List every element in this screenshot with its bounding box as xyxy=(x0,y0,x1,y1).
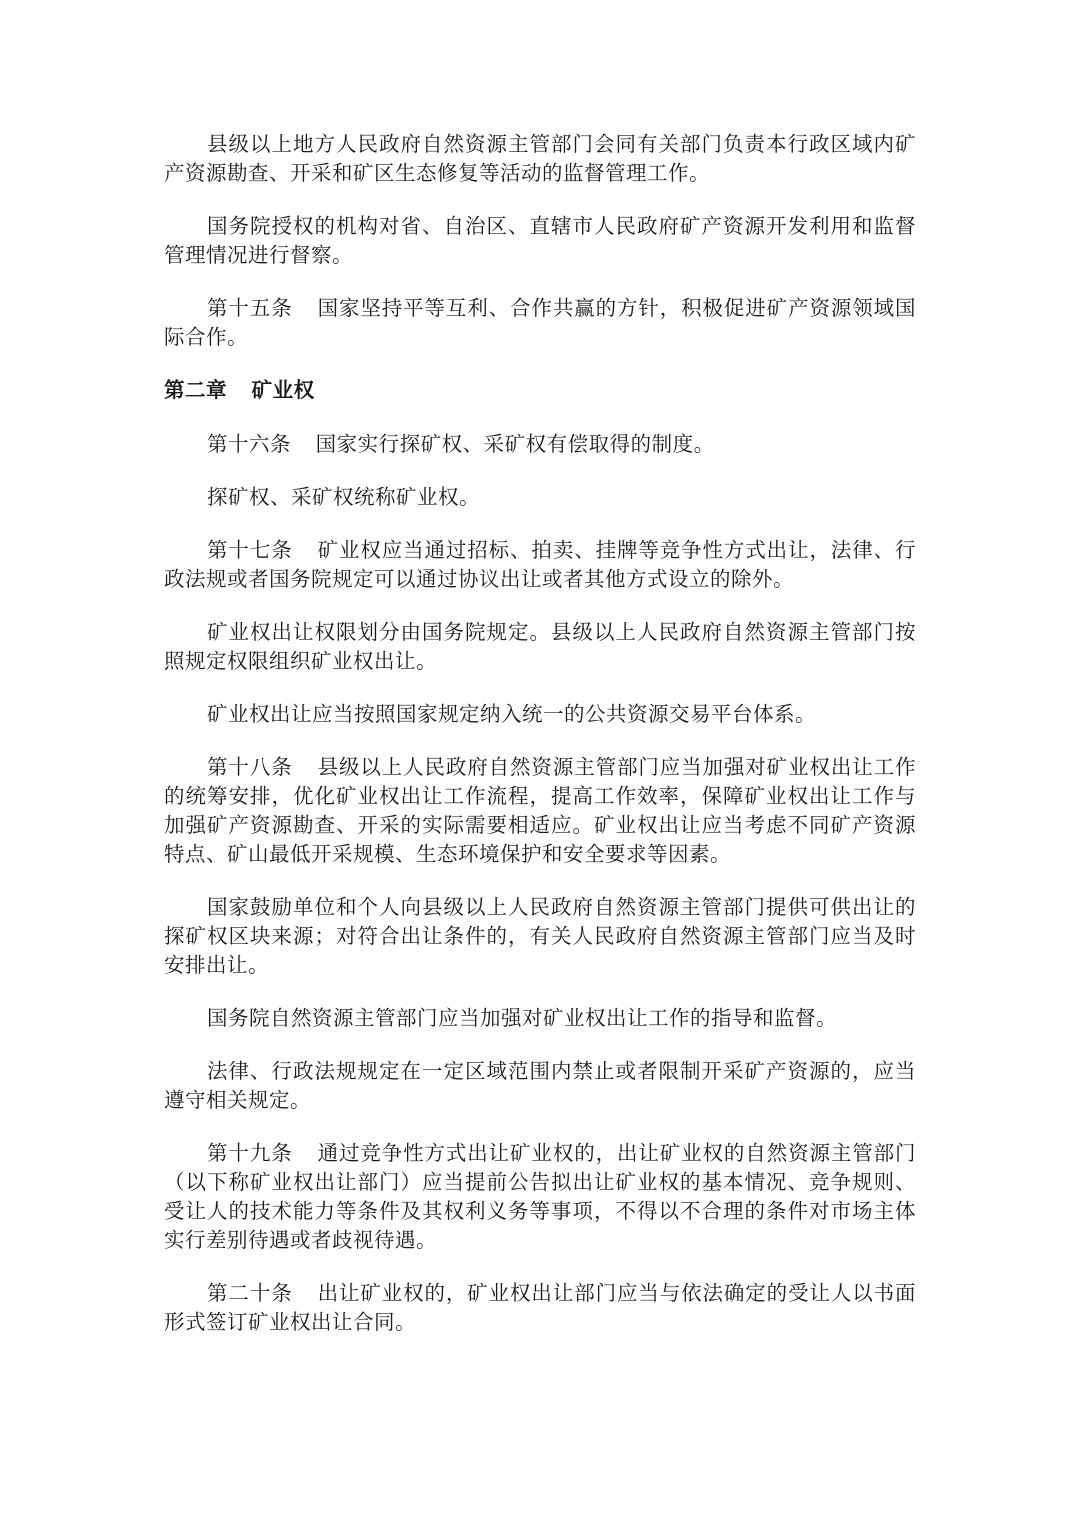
paragraph-supervision xyxy=(164,130,916,188)
article-text: 通过竞争性方式出让矿业权的，出让矿业权的自然资源主管部门（以下称矿业权出让部门）应当提前公告拟出让矿业权的基本情况、竞争规则、受让人的技术能力等条件及其权利义务等事项，不得以不合理的条件对市场主体实行差别待遇或者歧视待遇。 xyxy=(164,1141,917,1252)
paragraph-text: 国务院授权的机构对省、自治区、直辖市人民政府矿产资源开发利用和监督管理情况进行督察。 xyxy=(164,214,916,267)
chapter-number: 第二章 xyxy=(164,378,227,402)
article-number: 第十五条 xyxy=(207,296,293,320)
paragraph-restriction xyxy=(164,1057,916,1115)
paragraph-text: 矿业权出让应当按照国家规定纳入统一的公共资源交易平台体系。 xyxy=(207,702,817,726)
paragraph-trading-platform xyxy=(164,700,916,729)
article-15 xyxy=(164,294,916,352)
paragraph-mining-rights-term xyxy=(164,483,916,512)
article-number: 第十八条 xyxy=(207,755,293,779)
article-number: 第十六条 xyxy=(207,432,292,456)
chapter-heading xyxy=(164,376,916,405)
paragraph-encouragement xyxy=(164,893,916,980)
paragraph-text: 矿业权出让权限划分由国务院规定。县级以上人民政府自然资源主管部门按照规定权限组织矿业权出让。 xyxy=(164,620,916,673)
article-number: 第十九条 xyxy=(207,1141,293,1165)
article-text: 出让矿业权的，矿业权出让部门应当与依法确定的受让人以书面形式签订矿业权出让合同。 xyxy=(164,1281,917,1334)
article-text: 国家实行探矿权、采矿权有偿取得的制度。 xyxy=(315,432,715,456)
paragraph-text: 法律、行政法规规定在一定区域范围内禁止或者限制开采矿产资源的，应当遵守相关规定。 xyxy=(164,1059,916,1112)
paragraph-inspection xyxy=(164,212,916,270)
article-16 xyxy=(164,430,916,459)
article-20 xyxy=(164,1279,916,1337)
article-text: 县级以上人民政府自然资源主管部门应当加强对矿业权出让工作的统筹安排，优化矿业权出让工作流程，提高工作效率，保障矿业权出让工作与加强矿产资源勘查、开采的实际需要相适应。矿业权出让应当考虑不同矿产资源特点、矿山最低开采规模、生态环境保护和安全要求等因素。 xyxy=(164,755,917,866)
article-text: 国家坚持平等互利、合作共赢的方针，积极促进矿产资源领域国际合作。 xyxy=(164,296,917,349)
article-text: 矿业权应当通过招标、拍卖、挂牌等竞争性方式出让，法律、行政法规或者国务院规定可以通过协议出让或者其他方式设立的除外。 xyxy=(164,538,917,591)
paragraph-text: 县级以上地方人民政府自然资源主管部门会同有关部门负责本行政区域内矿产资源勘查、开采和矿区生态修复等活动的监督管理工作。 xyxy=(164,132,916,185)
article-number: 第十七条 xyxy=(207,538,293,562)
article-17 xyxy=(164,536,916,594)
document-body xyxy=(164,130,916,1361)
chapter-title: 矿业权 xyxy=(251,378,315,402)
paragraph-transfer-authority xyxy=(164,618,916,676)
paragraph-text: 国务院自然资源主管部门应当加强对矿业权出让工作的指导和监督。 xyxy=(207,1006,838,1030)
paragraph-text: 探矿权、采矿权统称矿业权。 xyxy=(207,485,481,509)
paragraph-guidance xyxy=(164,1004,916,1033)
paragraph-text: 国家鼓励单位和个人向县级以上人民政府自然资源主管部门提供可供出让的探矿权区块来源；对符合出让条件的，有关人民政府自然资源主管部门应当及时安排出让。 xyxy=(164,895,916,977)
article-18 xyxy=(164,753,916,869)
article-19 xyxy=(164,1139,916,1255)
article-number: 第二十条 xyxy=(207,1281,293,1305)
